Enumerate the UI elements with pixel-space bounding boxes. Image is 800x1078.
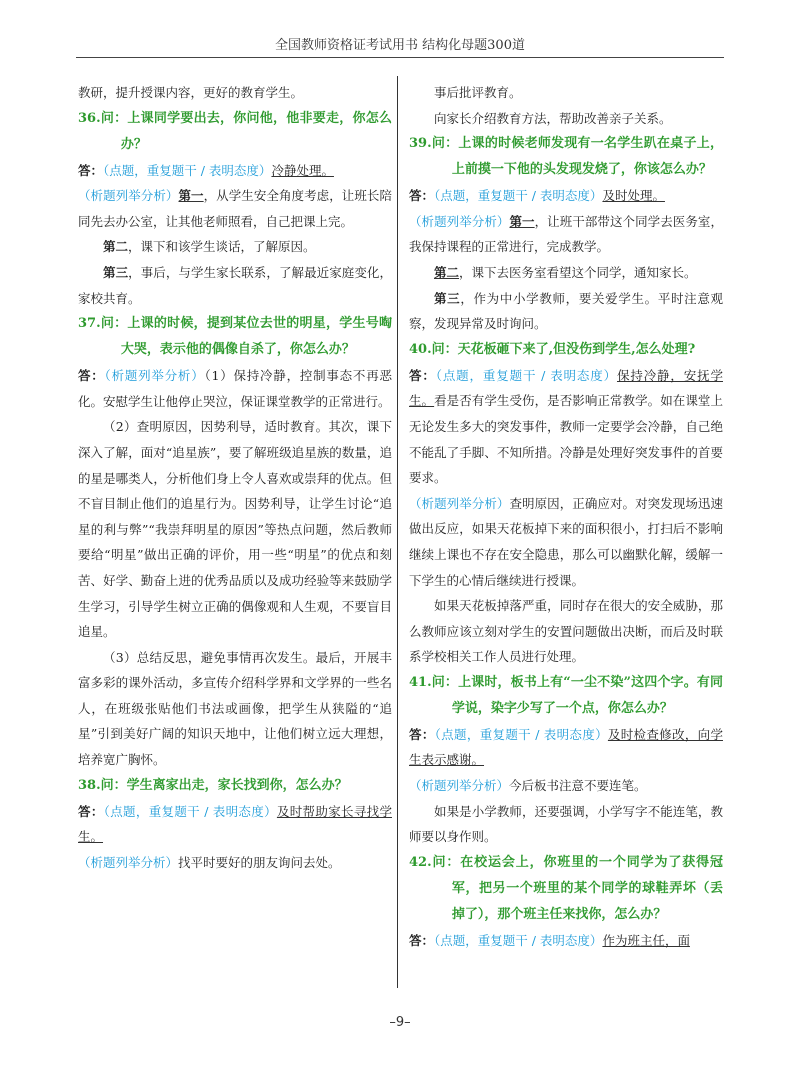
- left-column: [78, 80, 392, 875]
- analysis-40-1: [409, 491, 723, 593]
- column-divider: [397, 76, 398, 988]
- paragraph: 向家长介绍教育方法，帮助改善亲子关系。: [434, 110, 672, 126]
- question-37: 37.问：上课的时候，提到某位去世的明星，学生号啕大哭，表示他的偶像自杀了，你怎么办？: [78, 316, 392, 358]
- analysis-41-2: 如果是小学教师，还要强调，小学写字不能连笔，教师要以身作则。: [409, 803, 723, 845]
- analysis-40-2: 如果天花板掉落严重，同时存在很大的安全威胁，那么教师应该立刻对学生的安置问题做出决断，而后及时联系学校相关工作人员进行处理。: [409, 598, 723, 665]
- answer-point: 保持冷静，安抚学生。: [409, 367, 723, 409]
- answer-38: [78, 799, 392, 850]
- question-42: 42.问：在校运会上，你班里的一个同学为了获得冠军，把另一个班里的某个同学的球鞋弄坏（丢掉了），那个班主任来找你，怎么办？: [409, 854, 723, 922]
- answer-label: 答：: [409, 726, 435, 742]
- paragraph: 教研，提升授课内容，更好的教育学生。: [78, 85, 304, 100]
- answer-label: 答：: [409, 932, 435, 948]
- answer-text: 看是否有学生受伤，是否影响正常教学。如在课堂上无论发生多大的突发事件，教师一定要学会冷静，自己绝不能乱了手脚、不知所措。冷静是处理好突发事件的首要要求。: [409, 393, 723, 486]
- question-41: 41.问：上课时，板书上有“一尘不染”这四个字。有同学说，染字少写了一个点，你怎么办？: [409, 674, 723, 716]
- answer-label: 答：: [78, 162, 104, 178]
- answer-point: 及时检查修改，向学生表示感谢。: [409, 726, 723, 768]
- page-number: –9–: [389, 1015, 411, 1030]
- answer-36: [78, 158, 392, 184]
- lead-word: 第二: [434, 264, 460, 280]
- answer-point: 冷静处理。: [271, 162, 334, 178]
- analysis-tag: （析题列举分析）: [104, 368, 205, 384]
- analysis-39-3: [409, 286, 723, 337]
- analysis-text: （1）保持冷静，控制事态不再恶化。安慰学生让他停止哭泣，保证课堂教学的正常进行。: [78, 368, 392, 409]
- analysis-37-3: （3）总结反思，避免事情再次发生。最后，开展丰富多彩的课外活动，多宣传介绍科学界和文学界的一些名人，在班级张贴他们书法或画像，把学生从狭隘的“追星”引到美好广阔的知识天地中，让他们树立远大理想，培养宽广胸怀。: [78, 649, 392, 768]
- answer-point: 及时帮助家长寻找学生。: [78, 803, 392, 845]
- answer-point: 作为班主任，面: [602, 932, 690, 948]
- analysis-text: ，课下去医务室看望这个同学，通知家长。: [459, 264, 697, 280]
- analysis-text: 今后板书注意不要连笔。: [509, 778, 647, 794]
- analysis-tag: （析题列举分析）: [409, 778, 510, 794]
- lead-word: 第三: [434, 290, 461, 306]
- analysis-text: 查明原因，正确应对。对突发现场迅速做出反应，如果天花板掉下来的面积很小，打扫后不影响继续上课也不存在安全隐患，那么可以幽默化解，缓解一下学生的心情后继续进行授课。: [409, 495, 723, 588]
- answer-label: 答：: [409, 367, 436, 383]
- lead-word: 第一: [178, 188, 204, 204]
- lead-word: 第二: [103, 239, 129, 255]
- analysis-39-1: [409, 209, 723, 260]
- analysis-text: ，从学生安全角度考虑，让班长陪同先去办公室，让其他老师照看，自己把课上完。: [78, 188, 392, 229]
- question-39: 39.问：上课的时候老师发现有一名学生趴在桌子上，上前摸一下他的头发现发烧了，你该怎么办？: [409, 136, 723, 178]
- answer-tag: （点题，重复题干 / 表明态度）: [435, 367, 617, 383]
- answer-tag: （点题，重复题干 / 表明态度）: [434, 726, 608, 742]
- answer-39: [409, 183, 723, 209]
- answer-tag: （点题，重复题干 / 表明态度）: [434, 188, 603, 204]
- analysis-text: ，课下和该学生谈话，了解原因。: [128, 239, 316, 255]
- answer-41: [409, 722, 723, 773]
- answer-tag: （点题，重复题干 / 表明态度）: [103, 162, 272, 178]
- answer-label: 答：: [78, 803, 104, 819]
- answer-40: [409, 363, 723, 491]
- analysis-36-1: [78, 183, 392, 234]
- answer-label: 答：: [409, 188, 435, 204]
- lead-word: 第一: [509, 213, 535, 229]
- header-rule: [76, 57, 724, 58]
- answer-tag: （点题，重复题干 / 表明态度）: [434, 932, 603, 948]
- answer-37: [78, 363, 392, 414]
- answer-42: [409, 928, 723, 954]
- paragraph: 事后批评教育。: [434, 85, 522, 100]
- analysis-tag: （析题列举分析）: [78, 188, 179, 204]
- analysis-41-1: [409, 773, 723, 799]
- analysis-text: ，作为中小学教师，要关爱学生。平时注意观察，发现异常及时询问。: [409, 290, 723, 332]
- answer-label: 答：: [78, 368, 105, 384]
- analysis-36-3: [78, 260, 392, 311]
- lead-word: 第三: [103, 264, 129, 280]
- analysis-37-2: （2）查明原因，因势利导，适时教育。其次，课下深入了解，面对“追星族”，要了解班级追星族的数量，追的星是哪类人，分析他们身上令人喜欢或崇拜的优点。但不盲目制止他们的追星行为。因势利导，让学生讨论“追星的利与弊”“我崇拜明星的原因”等热点问题，然后教师要给“明星”做出正确的评价，用一些“明星”的优点和刻苦、好学、勤奋上进的优秀品质以及成功经验等来鼓励学生学习，引导学生树立正确的偶像观和人生观，不要盲目追星。: [78, 419, 392, 640]
- analysis-text: 找平时要好的朋友询问去处。: [178, 854, 341, 870]
- question-36: 36.问：上课同学要出去，你问他，他非要走，你怎么办？: [78, 110, 392, 152]
- analysis-38: [78, 850, 392, 876]
- analysis-tag: （析题列举分析）: [409, 495, 510, 511]
- answer-point: 及时处理。: [602, 188, 665, 204]
- analysis-text: ，让班干部带这个同学去医务室，我保持课程的正常进行，完成教学。: [409, 213, 723, 255]
- analysis-tag: （析题列举分析）: [409, 213, 510, 229]
- analysis-tag: （析题列举分析）: [78, 854, 179, 870]
- analysis-text: ，事后，与学生家长联系，了解最近家庭变化，家校共育。: [78, 264, 392, 306]
- analysis-36-2: [78, 234, 392, 260]
- question-40: 40.问：天花板砸下来了,但没伤到学生,怎么处理?: [409, 341, 696, 357]
- analysis-39-2: [409, 260, 723, 286]
- question-38: 38.问：学生离家出走，家长找到你，怎么办？: [78, 777, 348, 793]
- running-header: 全国教师资格证考试用书 结构化母题300道: [275, 38, 525, 53]
- answer-tag: （点题，重复题干 / 表明态度）: [103, 803, 277, 819]
- right-column: [409, 80, 723, 953]
